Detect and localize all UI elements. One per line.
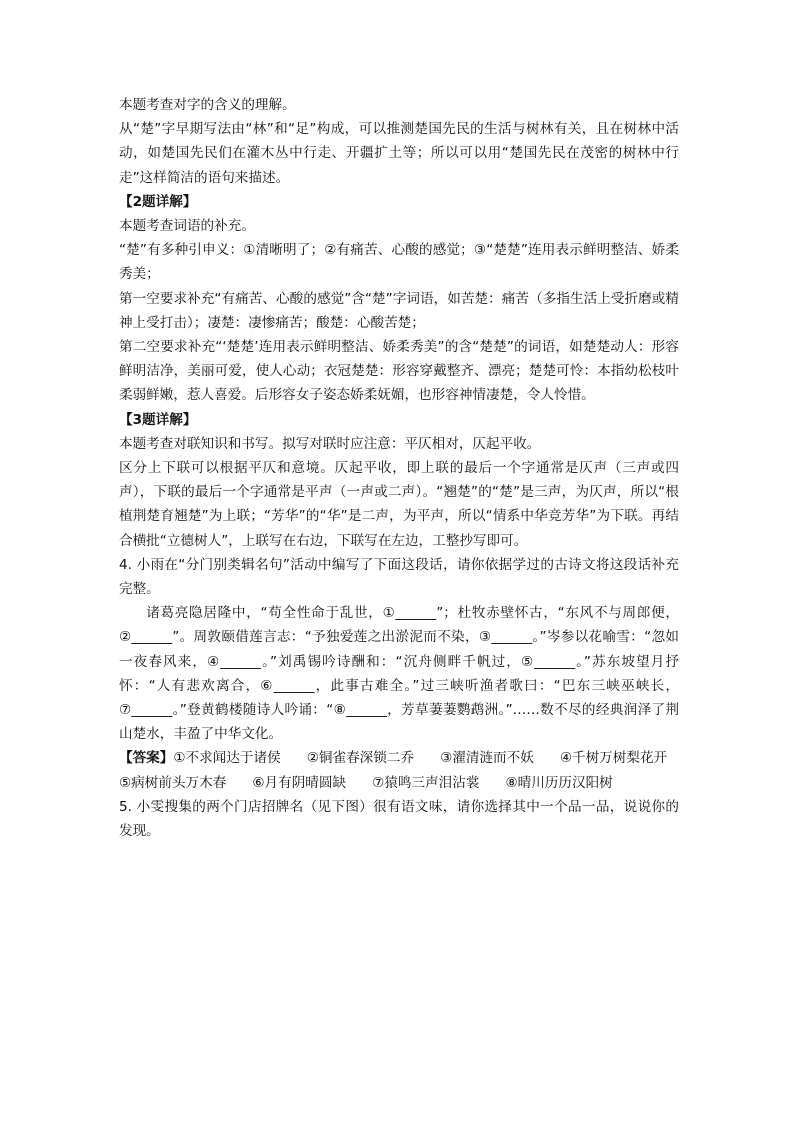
- paragraph-chu-origin: 从“楚”字早期写法由“林”和“足”构成，可以推测楚国先民的生活与树林有关，且在树林中活动，如楚国先民们在灌木丛中行走、开疆扩土等；所以可以用“楚国先民在茂密的树林中行走”这样简洁的语句来描述。: [119, 121, 679, 186]
- answer-item-2: ②铜雀春深锁二乔: [306, 750, 415, 767]
- answer-item-3: ③濯清涟而不妖: [440, 750, 534, 767]
- answer-item-1: 【答案】①不求闻达于诸侯: [119, 750, 281, 767]
- paragraph-second-blank: 第二空要求补充“‘楚楚’连用表示鲜明整洁、娇柔秀美”的含“楚楚”的词语，如楚楚动人：形容鲜明洁净，美丽可爱，使人心动；衣冠楚楚：形容穿戴整齐、漂亮；楚楚可怜：本指幼松枝叶柔弱鲜嫩，惹人喜爱。后形容女子姿态娇柔妩媚，也形容神情凄楚，令人怜惜。: [119, 339, 679, 404]
- paragraph-first-blank: 第一空要求补充“有痛苦、心酸的感觉”含“楚”字词语，如苦楚：痛苦（多指生活上受折磨或精神上受打击）；凄楚：凄惨痛苦；酸楚：心酸苦楚；: [119, 290, 679, 331]
- question-4-passage: 诸葛亮隐居隆中，“苟全性命于乱世，①______”；杜牧赤壁怀古，“东风不与周郎便，②______”。周敦颐借莲言志：“予独爱莲之出淤泥而不染，③______。”岑参以花喻雪：“忽如一夜春风来，④______。”刘禹锡吟诗酬和：“沉舟侧畔千帆过，⑤______。”苏东坡望月抒怀：“人有悲欢离合，⑥______，此事古难全。”过三峡听渔者歌曰：“巴东三峡巫峡长，⑦______。”登黄鹤楼随诗人吟诵：“⑧______，芳草萋萋鹦鹉洲。”……数不尽的经典润泽了荆山楚水，丰盈了中华文化。: [119, 605, 679, 743]
- paragraph-couplet-detail: 区分上下联可以根据平仄和意境。仄起平收，即上联的最后一个字通常是仄声（三声或四声），下联的最后一个字通常是平声（一声或二声）。“翘楚”的“楚”是三声，为仄声，所以“根植荆楚育翘楚”为上联；“芳华”的“华”是二声，为平声，所以“情系中华竞芳华”为下联。再结合横批“立德树人”，上联写在右边，下联写在左边，工整抄写即可。: [119, 460, 679, 549]
- answer-item-4: ④千树万树梨花开: [559, 750, 668, 767]
- answer-block: [119, 746, 679, 794]
- answer-item-8: ⑧晴川历历汉阳树: [505, 774, 613, 791]
- answer-item-6: ⑥月有阴晴圆缺: [252, 774, 347, 791]
- paragraph-q2-topic: 本题考查词语的补充。: [119, 218, 255, 235]
- heading-q3-explanation: 【3题详解】: [119, 411, 197, 428]
- question-4: 4. 小雨在“分门别类辑名句”活动中编写了下面这段话，请你依据学过的古诗文将这段话补充完整。: [119, 556, 679, 598]
- question-5: 5. 小雯搜集的两个门店招牌名（见下图）很有语文味，请你选择其中一个品一品，说说你的发现。: [119, 798, 679, 840]
- answer-item-7: ⑦猿鸣三声泪沾裳: [372, 774, 480, 791]
- heading-q2-explanation: 【2题详解】: [119, 193, 197, 210]
- paragraph-intro: 本题考查对字的含义的理解。: [119, 97, 296, 113]
- answer-item-5: ⑤病树前头万木春: [119, 774, 227, 791]
- document-body: [119, 93, 679, 843]
- paragraph-chu-meanings: “楚”有多种引申义：①清晰明了；②有痛苦、心酸的感觉；③“楚楚”连用表示鲜明整洁、娇柔秀美；: [119, 242, 679, 283]
- paragraph-couplet-topic: 本题考查对联知识和书写。拟写对联时应注意：平仄相对，仄起平收。: [119, 435, 541, 452]
- answer-label: 【答案】: [119, 750, 174, 767]
